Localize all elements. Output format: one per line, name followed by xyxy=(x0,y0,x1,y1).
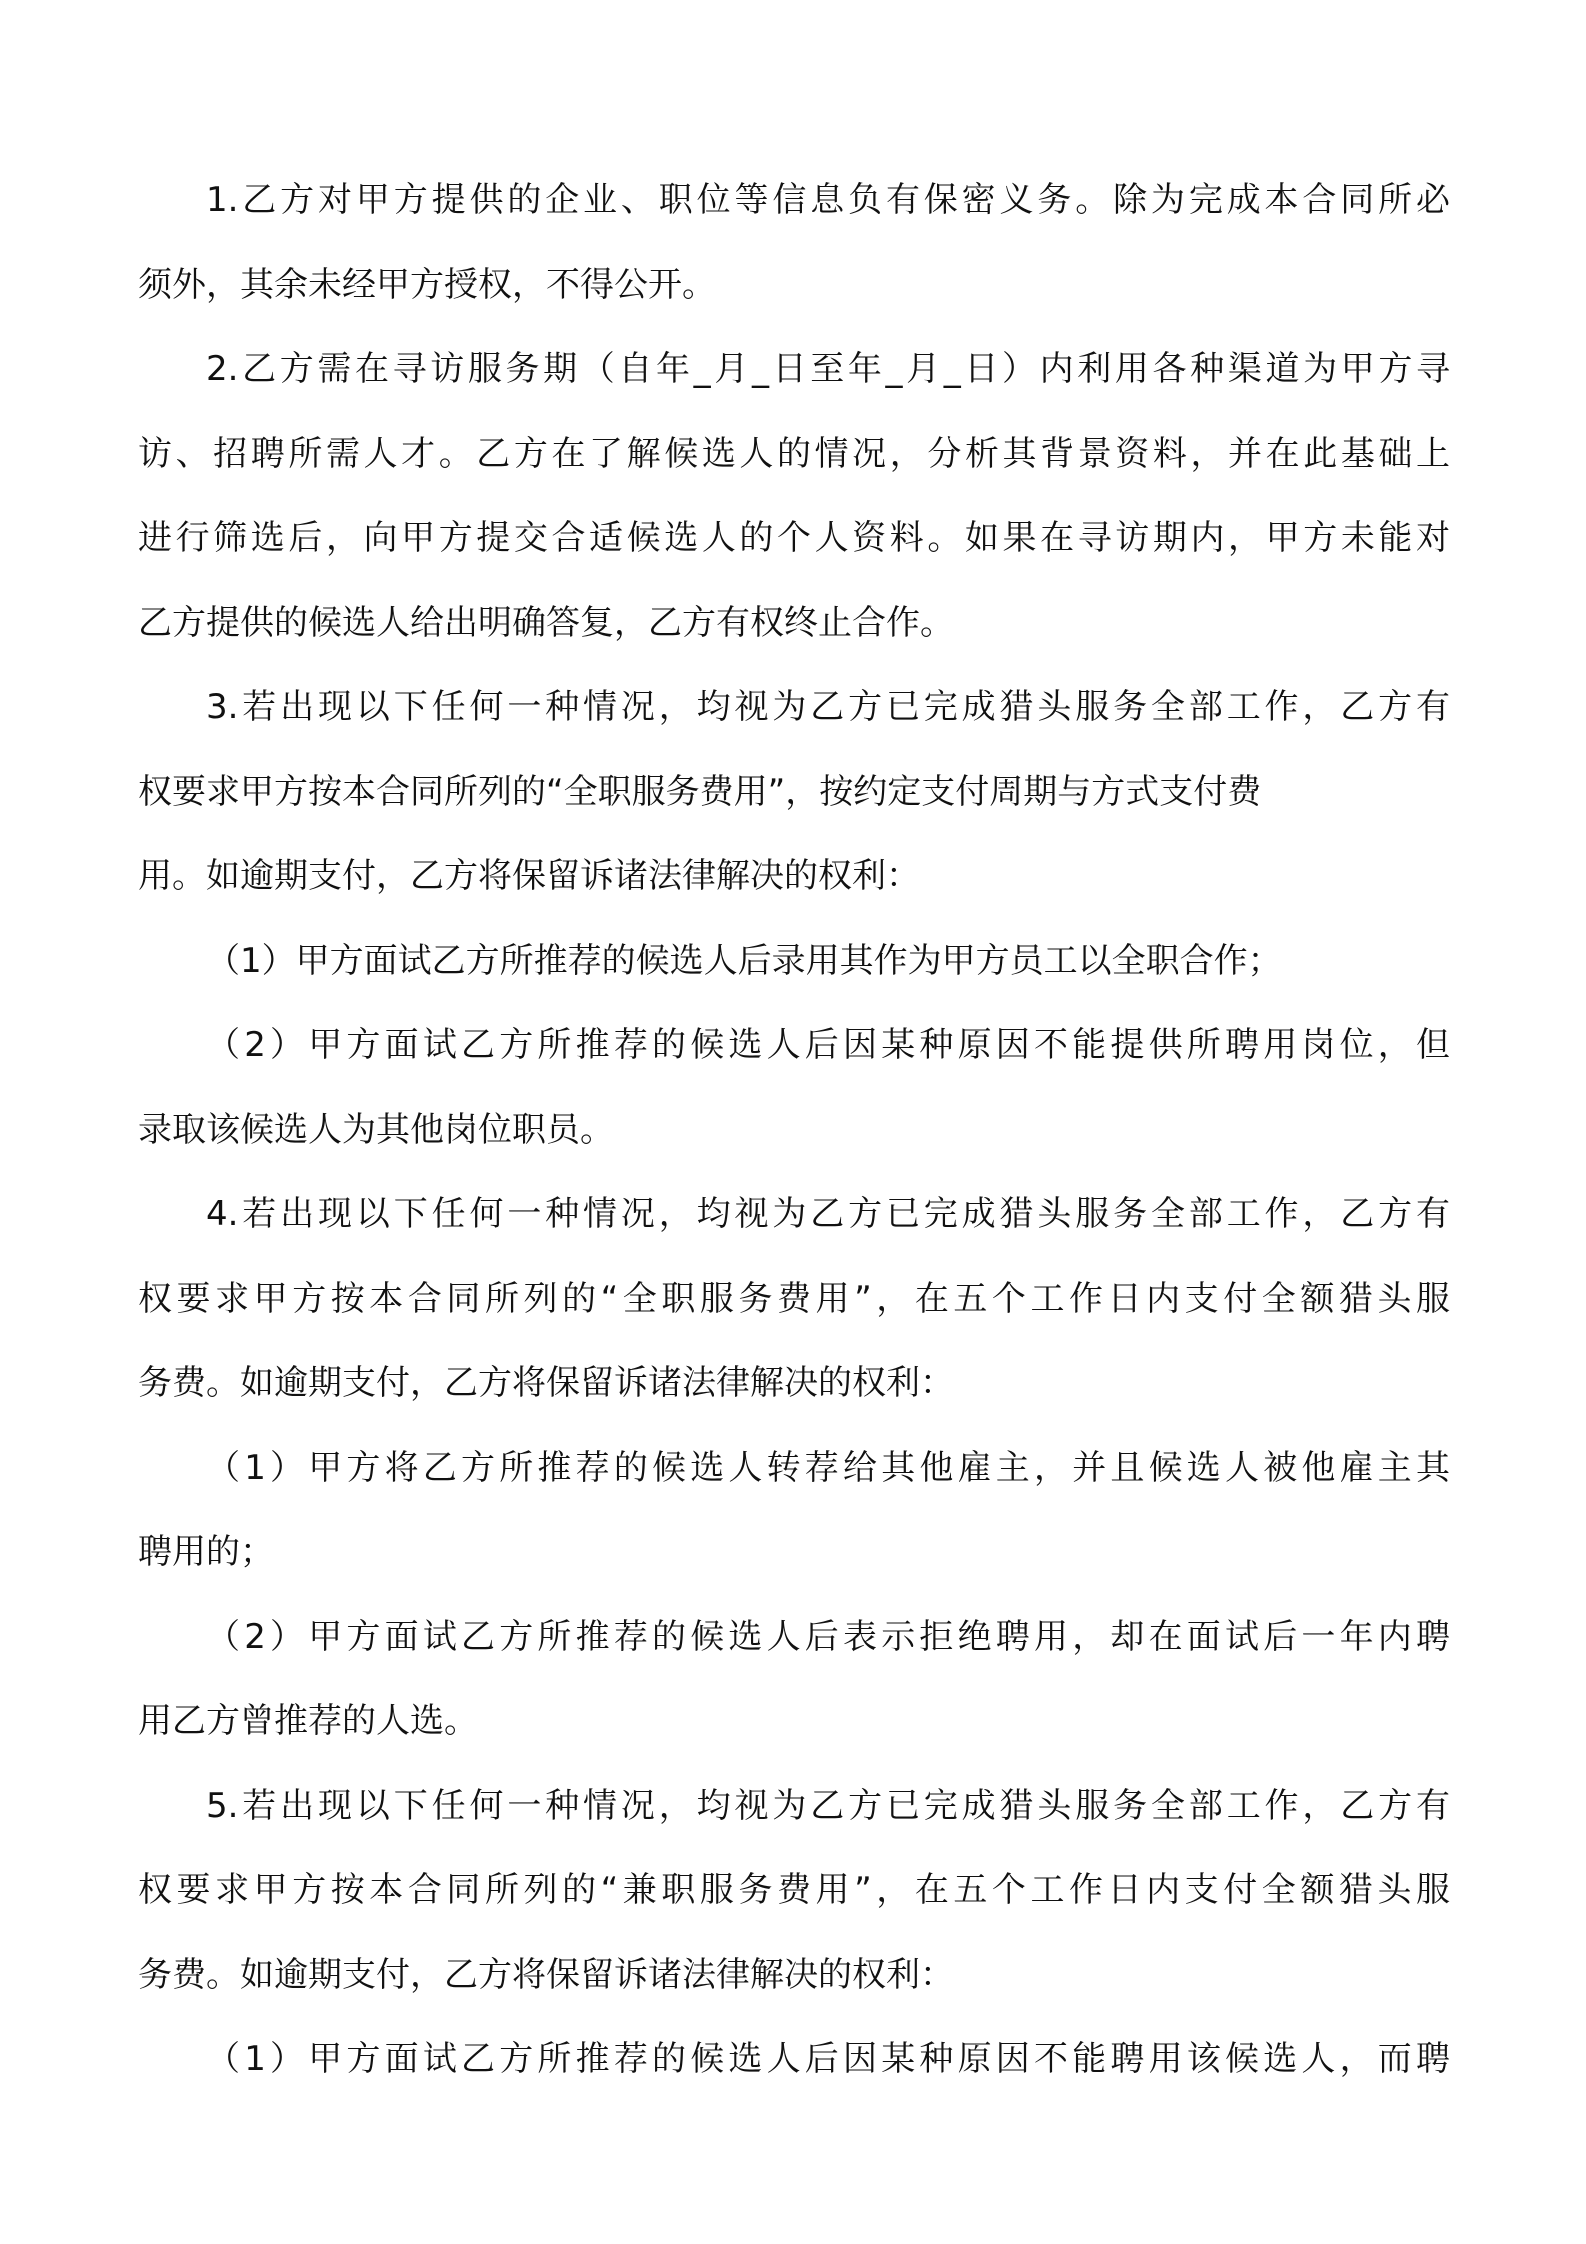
text-line: 须外，其余未经甲方授权，不得公开。 xyxy=(138,264,716,305)
text-line: 用。如逾期支付，乙方将保留诉诸法律解决的权利： xyxy=(138,856,920,896)
text-line: 访、招聘所需人才。乙方在了解候选人的情况，分析其背景资料，并在此基础上 xyxy=(138,433,1450,474)
text-line: 用乙方曾推荐的人选。 xyxy=(138,1701,478,1741)
text-line: 录取该候选人为其他岗位职员。 xyxy=(138,1109,614,1150)
text-line: （2）甲方面试乙方所推荐的候选人后表示拒绝聘用，却在面试后一年内聘 xyxy=(206,1616,1450,1657)
clause-3 xyxy=(138,665,1450,919)
clause-3-item-1 xyxy=(138,919,1450,1004)
text-line: 聘用的； xyxy=(138,1532,274,1572)
text-line: 3.若出现以下任何一种情况，均视为乙方已完成猎头服务全部工作，乙方有 xyxy=(206,687,1450,727)
clause-2 xyxy=(138,327,1450,665)
text-line: 务费。如逾期支付，乙方将保留诉诸法律解决的权利： xyxy=(138,1363,954,1403)
clause-4 xyxy=(138,1172,1450,1426)
text-line: 1.乙方对甲方提供的企业、职位等信息负有保密义务。除为完成本合同所必 xyxy=(206,180,1450,220)
text-line: （1）甲方面试乙方所推荐的候选人后录用其作为甲方员工以全职合作； xyxy=(206,940,1282,981)
clause-1 xyxy=(138,158,1450,327)
clause-3-item-2 xyxy=(138,1003,1450,1172)
text-line: 4.若出现以下任何一种情况，均视为乙方已完成猎头服务全部工作，乙方有 xyxy=(206,1194,1450,1234)
text-line: 进行筛选后，向甲方提交合适候选人的个人资料。如果在寻访期内，甲方未能对 xyxy=(138,518,1450,558)
clause-5-item-1 xyxy=(138,2017,1450,2102)
text-line: 权要求甲方按本合同所列的“全职服务费用”，按约定支付周期与方式支付费 xyxy=(138,771,1262,812)
text-line: 乙方提供的候选人给出明确答复，乙方有权终止合作。 xyxy=(138,602,954,643)
text-line: 权要求甲方按本合同所列的“全职服务费用”，在五个工作日内支付全额猎头服 xyxy=(138,1278,1450,1319)
text-line: （1）甲方面试乙方所推荐的候选人后因某种原因不能聘用该候选人，而聘 xyxy=(206,2039,1450,2079)
text-line: （2）甲方面试乙方所推荐的候选人后因某种原因不能提供所聘用岗位，但 xyxy=(206,1025,1450,1065)
clause-4-item-1 xyxy=(138,1426,1450,1595)
document-page xyxy=(138,158,1450,2102)
clause-4-item-2 xyxy=(138,1595,1450,1764)
text-line: （1）甲方将乙方所推荐的候选人转荐给其他雇主，并且候选人被他雇主其 xyxy=(206,1447,1450,1488)
clause-5 xyxy=(138,1764,1450,2018)
text-line: 权要求甲方按本合同所列的“兼职服务费用”，在五个工作日内支付全额猎头服 xyxy=(138,1870,1450,1910)
text-line: 务费。如逾期支付，乙方将保留诉诸法律解决的权利： xyxy=(138,1954,954,1995)
text-line: 2.乙方需在寻访服务期（自年_月_日至年_月_日）内利用各种渠道为甲方寻 xyxy=(206,349,1450,389)
text-line: 5.若出现以下任何一种情况，均视为乙方已完成猎头服务全部工作，乙方有 xyxy=(206,1785,1450,1826)
